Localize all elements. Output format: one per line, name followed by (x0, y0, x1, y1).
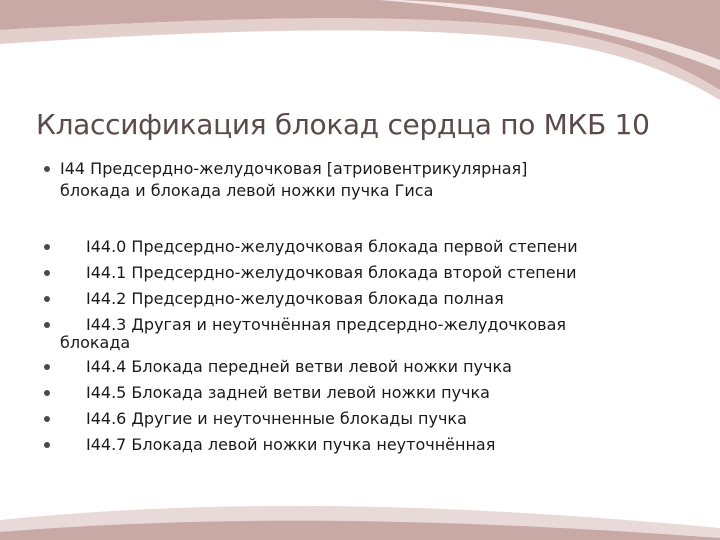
list-item (60, 260, 700, 286)
list-item (60, 406, 700, 432)
main-bullet-line1: I44 Предсердно-желудочковая [атриовентрикулярная] (60, 159, 528, 178)
list-item-text: I44.6 Другие и неуточненные блокады пучка (86, 409, 467, 428)
list-item-continuation: блокада (60, 333, 131, 352)
list-item-text: I44.3 Другая и неуточнённая предсердно-желудочковая (86, 315, 567, 334)
bullet-dot-icon (44, 296, 50, 302)
bullet-dot-icon (44, 364, 50, 370)
list-item (60, 234, 700, 260)
list-item-text: I44.0 Предсердно-желудочковая блокада первой степени (86, 237, 578, 256)
list-item (60, 432, 700, 458)
bullet-dot-icon (44, 244, 50, 250)
list-item (60, 312, 700, 354)
list-item-text: I44.4 Блокада передней ветви левой ножки пучка (86, 357, 512, 376)
icd-sub-list (60, 234, 700, 458)
main-bullet-line2: блокада и блокада левой ножки пучка Гиса (60, 181, 434, 200)
bullet-dot-icon (44, 390, 50, 396)
list-item (60, 354, 700, 380)
list-item-text: I44.5 Блокада задней ветви левой ножки пучка (86, 383, 490, 402)
list-item-text: I44.7 Блокада левой ножки пучка неуточнённая (86, 435, 496, 454)
list-item (60, 380, 700, 406)
bullet-dot-icon (44, 416, 50, 422)
bullet-dot-icon (44, 442, 50, 448)
slide-title: Классификация блокад сердца по МКБ 10 (36, 108, 650, 141)
bullet-dot-icon (44, 322, 50, 328)
main-bullet-item (60, 158, 700, 202)
bullet-dot-icon (44, 270, 50, 276)
bullet-dot-icon (44, 166, 50, 172)
list-item-text: I44.1 Предсердно-желудочковая блокада второй степени (86, 263, 577, 282)
list-item (60, 286, 700, 312)
list-item-text: I44.2 Предсердно-желудочковая блокада полная (86, 289, 504, 308)
